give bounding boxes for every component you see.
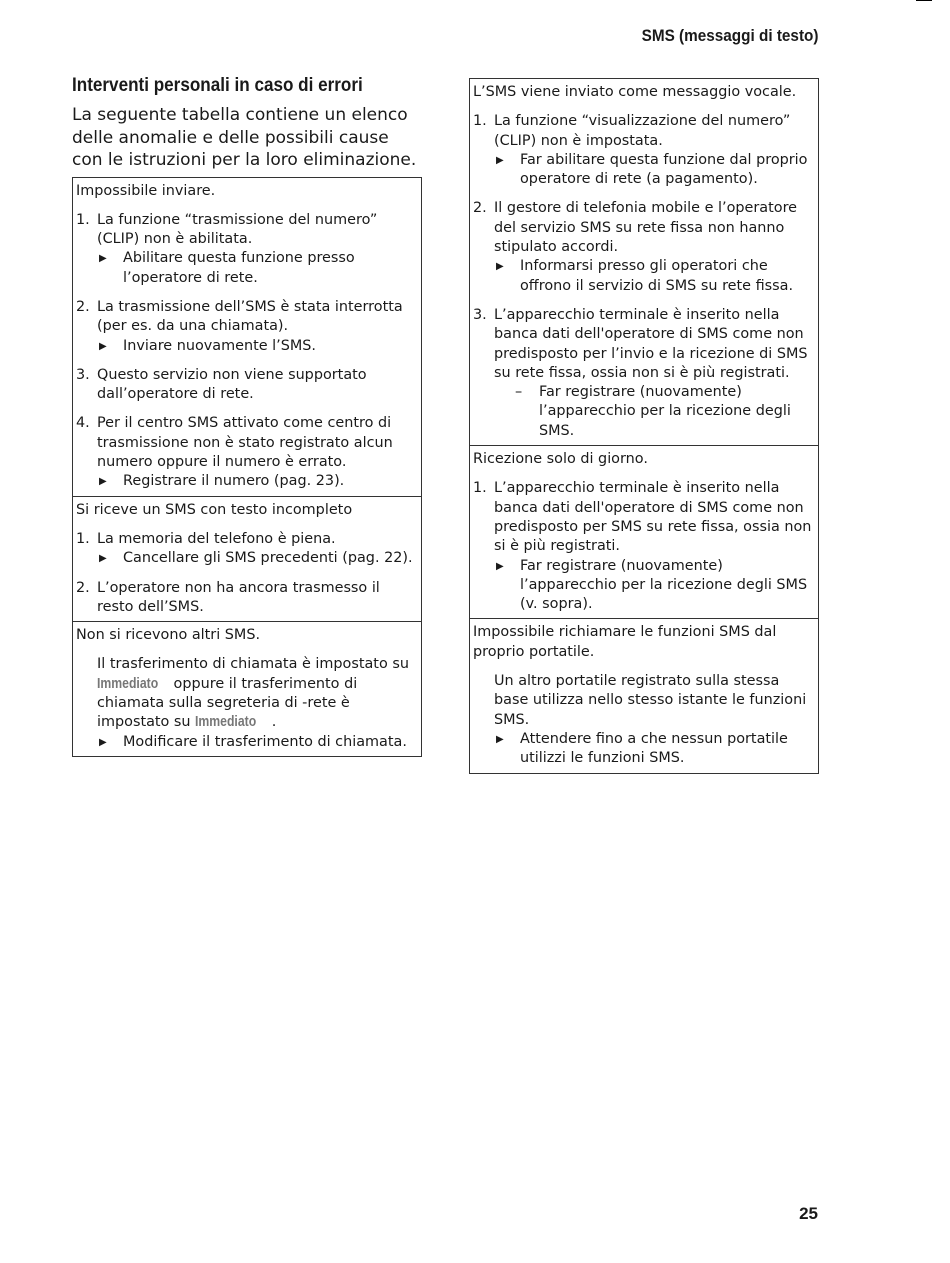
cause-number: 4. xyxy=(76,415,90,432)
action-text: Inviare nuovamente l’SMS. xyxy=(123,337,317,354)
action-text: Informarsi presso gli operatori che offrono il servizio di SMS su rete fissa. xyxy=(520,258,794,294)
action-item xyxy=(494,257,815,296)
action-text: Registrare il numero (pag. 23). xyxy=(123,473,345,490)
problem-box xyxy=(73,496,421,621)
problem-title: Impossibile inviare. xyxy=(76,182,216,199)
cause-text: Il gestore di telefonia mobile e l’operatore del servizio SMS su rete fissa non hanno stipulato accordi. xyxy=(494,200,798,256)
cause-text: Questo servizio non viene supportato dall’operatore di rete. xyxy=(97,366,367,403)
action-item xyxy=(97,249,418,288)
cause-number: 2. xyxy=(473,200,487,217)
sub-action-item xyxy=(494,383,815,441)
cause-item xyxy=(473,306,815,441)
page-number: 25 xyxy=(799,1204,818,1223)
troubleshooting-table-right xyxy=(469,78,819,774)
cause-text-part: . xyxy=(271,714,277,731)
triangle-right-icon: ▶ xyxy=(496,154,504,166)
action-text: Modificare il trasferimento di chiamata. xyxy=(123,733,407,750)
problem-title: L’SMS viene inviato come messaggio vocale. xyxy=(473,84,797,100)
triangle-right-icon: ▶ xyxy=(99,253,107,265)
cause-number: 1. xyxy=(473,480,487,497)
action-item xyxy=(473,730,815,769)
dash-marker: – xyxy=(515,384,523,401)
action-item xyxy=(97,472,418,491)
triangle-right-icon: ▶ xyxy=(496,560,504,572)
triangle-right-icon: ▶ xyxy=(99,340,107,352)
cause-text-part: oppure il trasferimento di chiamata sulla segreteria di -rete è impostato su xyxy=(97,675,358,731)
crop-mark xyxy=(916,0,932,1)
cause-item xyxy=(76,366,418,405)
triangle-right-icon: ▶ xyxy=(99,476,107,488)
section-title: Interventi personali in caso di errori xyxy=(72,75,363,96)
cause-text: L’apparecchio terminale è inserito nella banca dati dell'operatore di SMS come non predisposto per SMS su rete fissa, ossia non si è più registrati. xyxy=(494,480,812,555)
cause-number: 3. xyxy=(473,306,487,323)
problem-title: Ricezione solo di giorno. xyxy=(473,451,648,468)
triangle-right-icon: ▶ xyxy=(496,261,504,273)
action-text: Abilitare questa funzione presso l’operatore di rete. xyxy=(123,250,355,286)
cause-text: La funzione “trasmissione del numero” (CLIP) non è abilitata. xyxy=(97,211,378,248)
cause-item xyxy=(473,112,815,189)
cause-text: La memoria del telefono è piena. xyxy=(97,530,336,547)
left-column xyxy=(72,74,422,757)
troubleshooting-table-left xyxy=(72,177,422,757)
cause-text-part: Il trasferimento di chiamata è impostato su xyxy=(97,656,409,673)
problem-box xyxy=(470,618,818,772)
problem-box xyxy=(470,79,818,445)
cause-number: 2. xyxy=(76,298,90,315)
cause-item xyxy=(76,414,418,491)
problem-box xyxy=(73,178,421,496)
cause-item xyxy=(473,199,815,295)
cause-text xyxy=(76,655,418,732)
action-item xyxy=(76,733,418,752)
cause-item xyxy=(76,211,418,288)
action-text: Cancellare gli SMS precedenti (pag. 22). xyxy=(123,550,413,567)
action-item xyxy=(97,337,418,356)
triangle-right-icon: ▶ xyxy=(99,736,107,748)
problem-title: Si riceve un SMS con testo incompleto xyxy=(76,501,353,518)
action-item xyxy=(97,549,418,568)
cause-text: La funzione “visualizzazione del numero” (CLIP) non è impostata. xyxy=(494,113,791,149)
cause-number: 3. xyxy=(76,366,90,383)
problem-box xyxy=(73,621,421,756)
cause-number: 1. xyxy=(76,530,90,547)
running-header: SMS (messaggi di testo) xyxy=(641,26,818,45)
cause-number: 1. xyxy=(76,211,90,228)
cause-number: 1. xyxy=(473,113,487,130)
cause-item xyxy=(76,298,418,356)
triangle-right-icon: ▶ xyxy=(99,553,107,565)
problem-title: Non si ricevono altri SMS. xyxy=(76,627,261,644)
triangle-right-icon: ▶ xyxy=(496,733,504,745)
section-intro: La seguente tabella contiene un elenco delle anomalie e delle possibili cause con le istruzioni per la loro eliminazione. xyxy=(72,105,417,170)
action-text: Far registrare (nuovamente) l’apparecchio per la ricezione degli SMS. xyxy=(539,384,791,439)
right-column xyxy=(469,78,819,774)
cause-number: 2. xyxy=(76,579,90,596)
cause-text: L’apparecchio terminale è inserito nella banca dati dell'operatore di SMS come non predisposto per l’invio e la ricezione di SMS su rete fissa, ossia non si è più registrati. xyxy=(494,306,808,381)
problem-title: Impossibile richiamare le funzioni SMS dal proprio portatile. xyxy=(473,624,777,660)
cause-item xyxy=(473,479,815,614)
cause-text: La trasmissione dell’SMS è stata interrotta (per es. da una chiamata). xyxy=(97,298,403,335)
cause-item xyxy=(76,530,418,569)
cause-text: Un altro portatile registrato sulla stessa base utilizza nello stesso istante le funzioni SMS. xyxy=(494,673,807,728)
cause-item xyxy=(76,579,418,618)
action-text: Attendere fino a che nessun portatile utilizzi le funzioni SMS. xyxy=(520,730,788,767)
problem-box xyxy=(470,445,818,618)
action-item xyxy=(494,557,815,615)
action-text: Far registrare (nuovamente) l’apparecchio per la ricezione degli SMS (v. sopra). xyxy=(520,557,808,613)
display-key-immediato: Immediato xyxy=(195,714,257,731)
display-key-immediato: Immediato xyxy=(97,675,159,692)
cause-text: L’operatore non ha ancora trasmesso il resto dell’SMS. xyxy=(97,579,380,615)
cause-text: Per il centro SMS attivato come centro di trasmissione non è stato registrato alcun numero oppure il numero è errato. xyxy=(97,415,393,471)
action-text: Far abilitare questa funzione dal proprio operatore di rete (a pagamento). xyxy=(520,151,808,188)
action-item xyxy=(494,151,815,190)
